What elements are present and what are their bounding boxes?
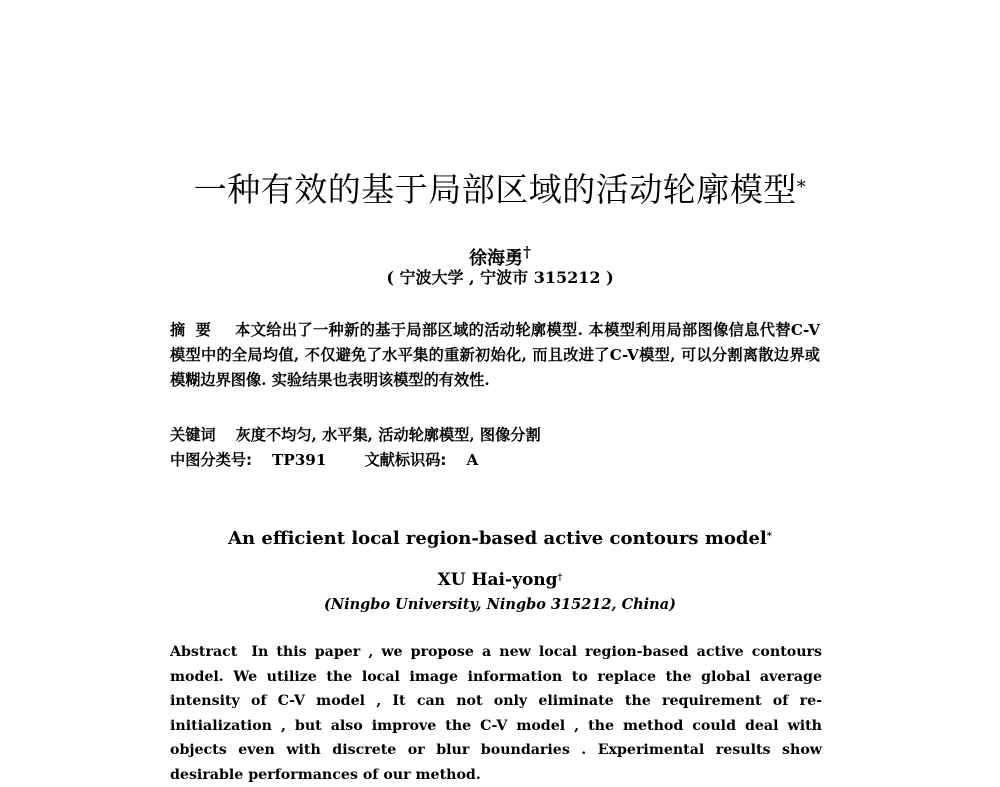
class-number-label: 中图分类号: (170, 451, 253, 469)
english-affiliation: (Ningbo University, Ningbo 315212, China) (324, 596, 676, 613)
english-abstract-label: Abstract (170, 644, 238, 660)
english-author-name: XU Hai-yong (437, 570, 558, 590)
chinese-affiliation: ( 宁波大学 , 宁波市 315212 ) (386, 268, 614, 287)
english-abstract-text: In this paper , we propose a new local region-based active contours model. We utilize the local image information to replace the global average intensity of C-V model , It can not only eliminate the requirement of re-initialization , but also improve the C-V model , the method could deal with objects even with discrete or blur boundaries . Experimental results show desirable performances of our method. (170, 644, 822, 783)
english-title-footnote-mark: * (766, 531, 772, 542)
chinese-abstract-label: 摘要 (170, 321, 222, 339)
chinese-title-text: 一种有效的基于局部区域的活动轮廓模型 (193, 170, 797, 209)
chinese-title (0, 168, 1000, 212)
english-title (0, 526, 1000, 552)
chinese-abstract (170, 318, 820, 393)
chinese-abstract-text: 本文给出了一种新的基于局部区域的活动轮廓模型. 本模型利用局部图像信息代替C-V模型中的全局均值, 不仅避免了水平集的重新初始化, 而且改进了C-V模型, 可以分割离散边界或模糊边界图像. 实验结果也表明该模型的有效性. (170, 321, 820, 389)
english-author-footnote-mark: † (557, 572, 563, 583)
chinese-author-name: 徐海勇 (469, 248, 524, 269)
chinese-keywords-label: 关键词 (170, 426, 216, 444)
classification-line (170, 448, 820, 472)
chinese-keywords (170, 423, 820, 447)
english-author (0, 568, 1000, 592)
document-code-value: A (466, 451, 479, 469)
chinese-author-footnote-mark: † (523, 243, 531, 261)
document-code-label: 文献标识码: (364, 451, 447, 469)
chinese-keywords-text: 灰度不均匀, 水平集, 活动轮廓模型, 图像分割 (235, 426, 541, 444)
class-number-value: TP391 (272, 451, 327, 469)
english-title-text: An efficient local region-based active contours model (228, 528, 767, 549)
english-abstract (170, 640, 822, 787)
chinese-title-footnote-mark: * (796, 177, 807, 198)
